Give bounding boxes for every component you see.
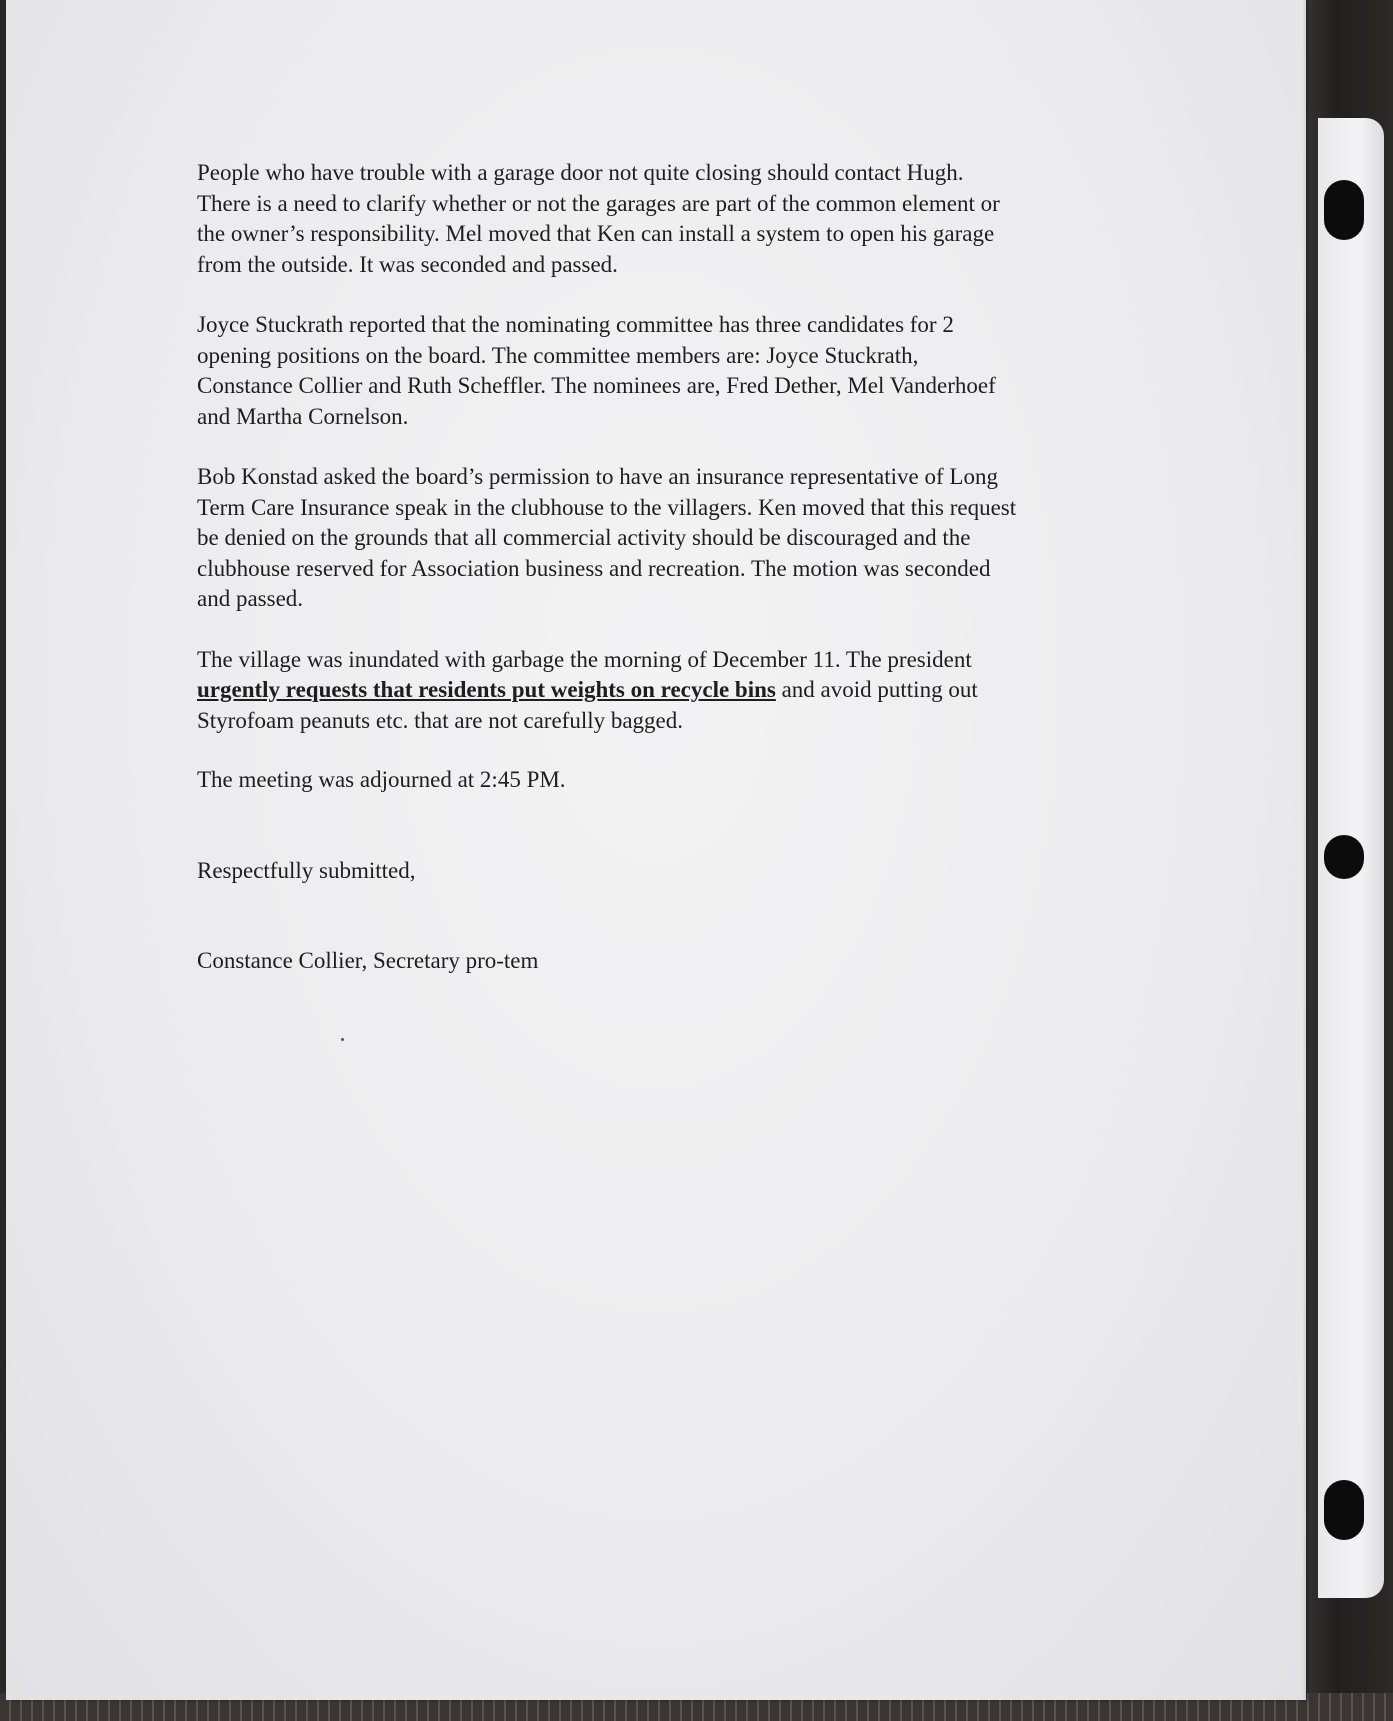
text-line [197,675,1117,706]
paragraph-gap [197,615,1117,645]
punch-hole-top [1324,180,1364,240]
text-fragment: and avoid putting out [775,677,978,702]
text-line: Respectfully submitted, [197,857,416,883]
text-line: Constance Collier, Secretary pro-tem [197,948,539,973]
paragraph-insurance-request [197,462,1117,615]
paragraph-gap [197,280,1117,310]
text-line: Joyce Stuckrath reported that the nominating committee has three candidates for 2 [197,312,954,337]
emphasized-request: urgently requests that residents put weights on recycle bins [197,677,776,702]
text-line: and passed. [197,586,304,611]
text-line: Term Care Insurance speak in the clubhouse to the villagers. Ken moved that this request [197,494,1017,520]
paper-edge-shadow [1302,0,1312,1700]
text-line: The meeting was adjourned at 2:45 PM. [197,767,566,792]
text-line: There is a need to clarify whether or not the garages are part of the common element or [197,190,1000,216]
text-line: Bob Konstad asked the board’s permission to have an insurance representative of Long [197,464,998,489]
text-line: Styrofoam peanuts etc. that are not carefully bagged. [197,707,684,733]
text-line: be denied on the grounds that all commercial activity should be discouraged and the [197,525,971,550]
signature-line [197,946,1117,977]
closing-line [197,856,1117,887]
paragraph-gap [197,886,1117,946]
text-line: the owner’s responsibility. Mel moved that Ken can install a system to open his garage [197,221,995,246]
text-line: opening positions on the board. The committee members are: Joyce Stuckrath, [197,342,919,368]
text-line: Constance Collier and Ruth Scheffler. The nominees are, Fred Dether, Mel Vanderhoef [197,373,996,398]
paper-speck [341,1038,344,1041]
paragraph-nominating-committee [197,310,1117,432]
text-line: clubhouse reserved for Association business and recreation. The motion was seconded [197,555,991,581]
punch-hole-bottom [1324,1480,1364,1540]
adjournment-line [197,765,1117,796]
text-line: The village was inundated with garbage the morning of December 11. The president [197,646,972,672]
paragraph-garbage [197,645,1117,737]
paragraph-gap [197,432,1117,462]
minutes-document [197,158,1117,977]
paragraph-garage [197,158,1117,280]
text-line: from the outside. It was seconded and passed. [197,251,618,277]
text-line: People who have trouble with a garage door not quite closing should contact Hugh. [197,160,964,185]
paragraph-gap [197,796,1117,856]
paragraph-gap [197,736,1117,765]
punch-hole-middle [1324,835,1364,879]
text-line: and Martha Cornelson. [197,403,409,429]
